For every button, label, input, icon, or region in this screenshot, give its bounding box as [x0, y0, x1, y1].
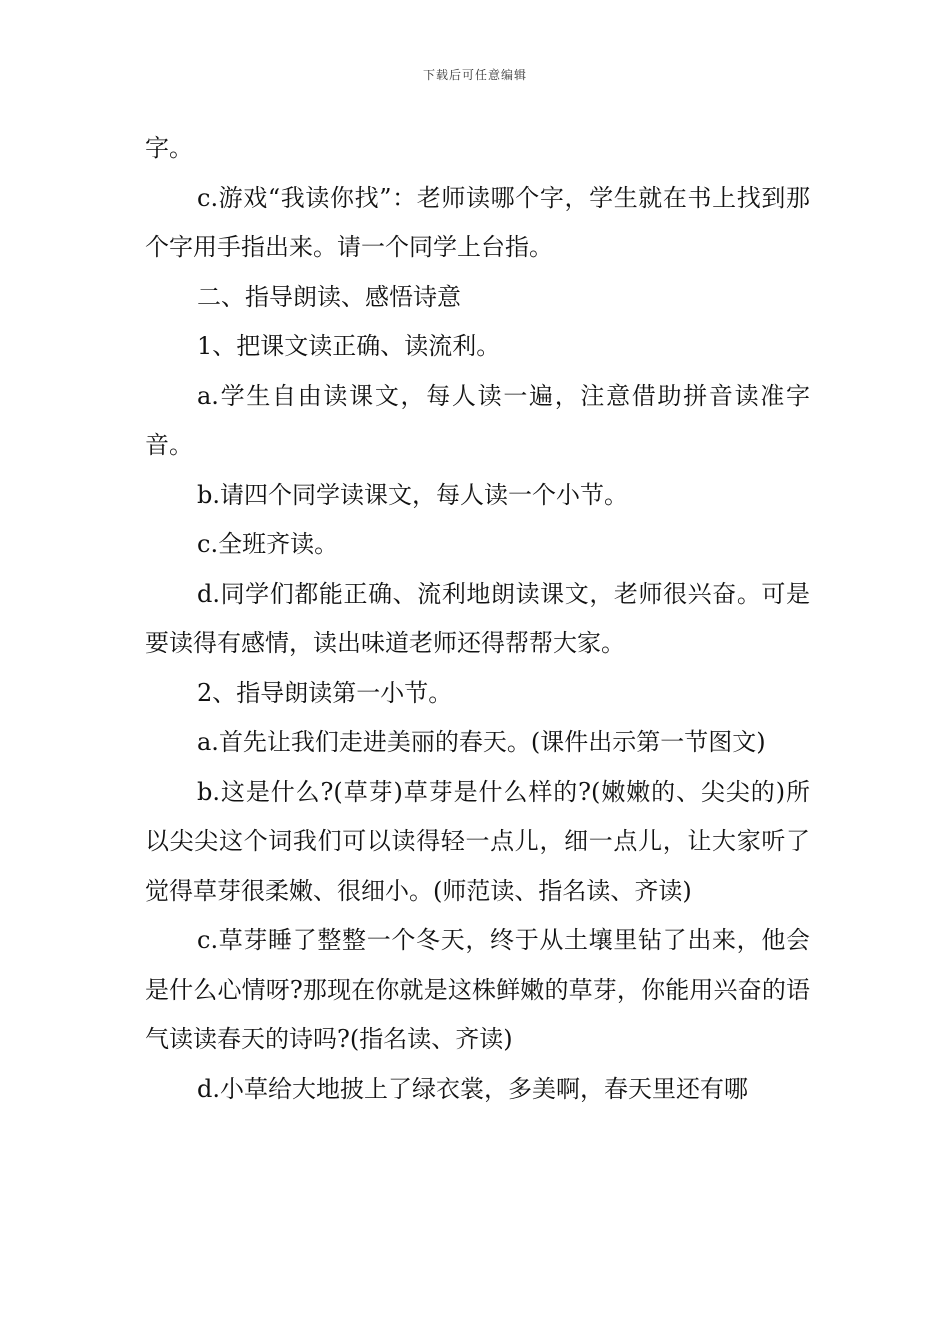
paragraph: 字。 [145, 134, 193, 162]
subsection-heading: 2、指导朗读第一小节。 [197, 678, 453, 707]
paragraph: d.小草给大地披上了绿衣裳，多美啊，春天里还有哪 [197, 1074, 748, 1103]
paragraph: a.学生自由读课文，每人读一遍，注意借助拼音读准字音。 [145, 381, 810, 459]
paragraph: c.全班齐读。 [197, 530, 339, 558]
paragraph: b.请四个同学读课文，每人读一个小节。 [197, 480, 628, 509]
subsection-heading: 1、把课文读正确、读流利。 [197, 332, 501, 360]
paragraph: a.首先让我们走进美丽的春天。(课件出示第一节图文) [197, 728, 766, 756]
paragraph: b.这是什么?(草芽)草芽是什么样的?(嫩嫩的、尖尖的)所以尖尖这个词我们可以读得轻一点儿，细一点儿，让大家听了觉得草芽很柔嫩、很细小。(师范读、指名读、齐读) [145, 777, 810, 905]
paragraph: d.同学们都能正确、流利地朗读课文，老师很兴奋。可是要读得有感情，读出味道老师还得帮帮大家。 [145, 579, 810, 657]
section-heading: 二、指导朗读、感悟诗意 [197, 282, 461, 311]
paragraph: c.草芽睡了整整一个冬天，终于从土壤里钻了出来，他会是什么心情呀?那现在你就是这株鲜嫩的草芽，你能用兴奋的语气读读春天的诗吗?(指名读、齐读) [145, 926, 810, 1053]
paragraph: c.游戏“我读你找”：老师读哪个字，学生就在书上找到那个字用手指出来。请一个同学上台指。 [145, 183, 810, 261]
page-header: 下载后可任意编辑 [422, 68, 527, 82]
document-body [145, 124, 810, 1114]
